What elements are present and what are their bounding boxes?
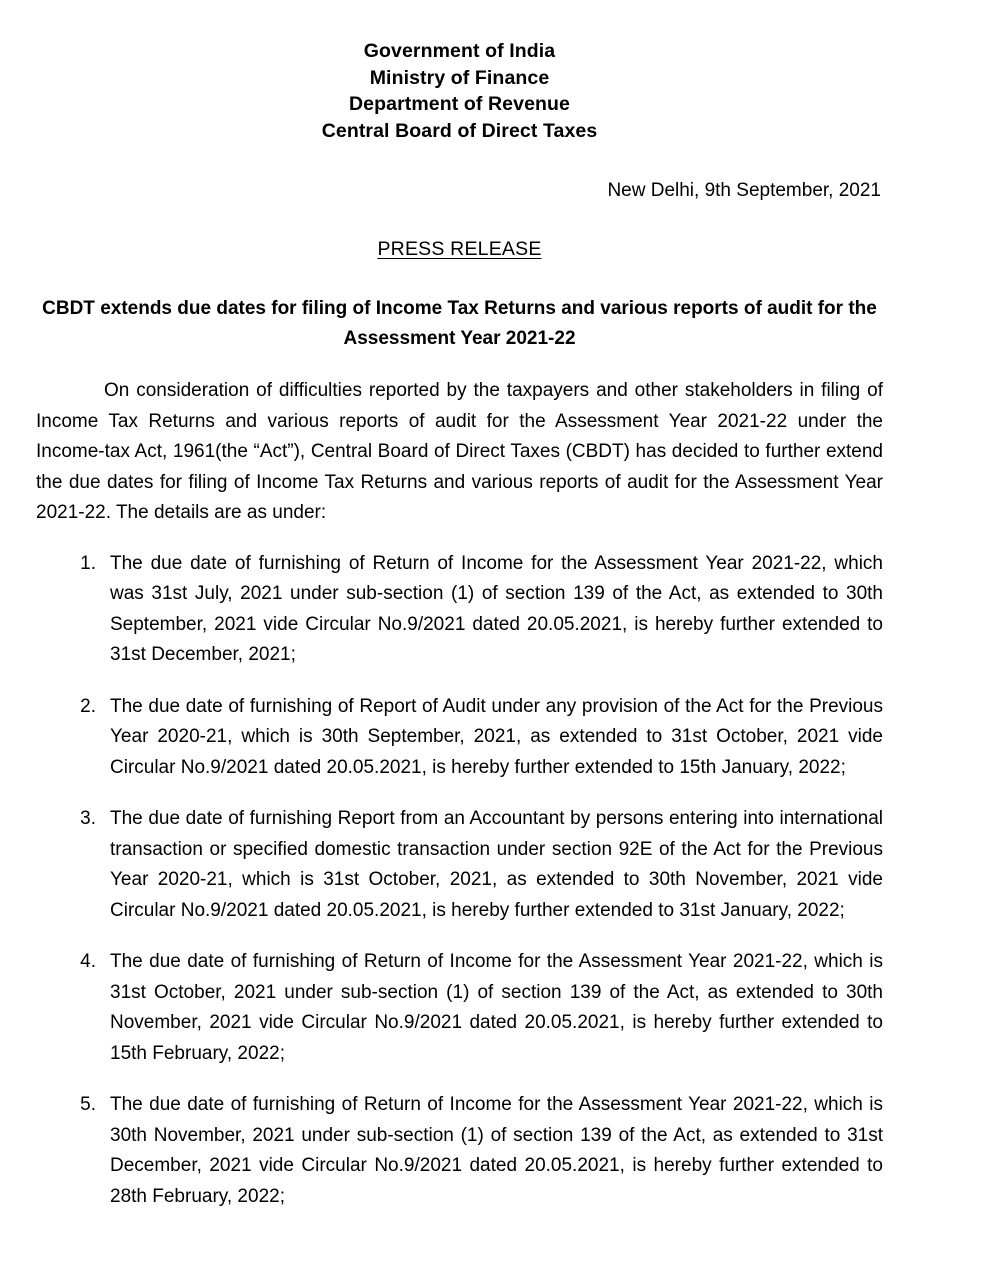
list-item: The due date of furnishing of Return of Income for the Assessment Year 2021-22, which is 31st October, 2021 under sub-section (1) of section 139 of the Act, as extended to 30th November, 2021 vide Circular No.9/2021 dated 20.05.2021, is hereby further extended to 15th February, 2022; — [110, 951, 883, 1064]
list-item: The due date of furnishing of Return of Income for the Assessment Year 2021-22, which is 30th November, 2021 under sub-section (1) of section 139 of the Act, as extended to 31st December, 2021 vide Circular No.9/2021 dated 20.05.2021, is hereby further extended to 28th February, 2022; — [110, 1094, 883, 1207]
list-item: The due date of furnishing of Return of Income for the Assessment Year 2021-22, which was 31st July, 2021 under sub-section (1) of section 139 of the Act, as extended to 30th September, 2021 vide Circular No.9/2021 dated 20.05.2021, is hereby further extended to 31st December, 2021; — [110, 552, 883, 665]
list-item: The due date of furnishing Report from an Accountant by persons entering into international transaction or specified domestic transaction under section 92E of the Act for the Previous Year 2020-21, which is 31st October, 2021, as extended to 30th November, 2021 vide Circular No.9/2021 dated 20.05.2021, is hereby further extended to 31st January, 2022; — [110, 808, 883, 921]
intro-paragraph: On consideration of difficulties reported by the taxpayers and other stakeholders in filing of Income Tax Returns and various reports of audit for the Assessment Year 2021-22 under the Income-tax Act, 1961(the “Act”), Central Board of Direct Taxes (CBDT) has decided to further extend the due dates for filing of Income Tax Returns and various reports of audit for the Assessment Year 2021-22. The details are as under: — [36, 380, 883, 523]
letterhead-line-government: Government of India — [363, 40, 556, 62]
letterhead-line-department: Department of Revenue — [349, 93, 570, 115]
press-release-heading — [36, 238, 883, 261]
letterhead — [36, 38, 883, 144]
letterhead-line-ministry: Ministry of Finance — [369, 66, 550, 89]
dateline: New Delhi, 9th September, 2021 — [607, 180, 881, 201]
extension-items-list — [36, 549, 883, 1213]
press-release-heading-text: PRESS RELEASE — [377, 238, 542, 260]
letterhead-line-board: Central Board of Direct Taxes — [321, 119, 598, 142]
page-title: CBDT extends due dates for filing of Income Tax Returns and various reports of audit for the Assessment Year 2021-22 — [42, 298, 877, 349]
list-item: The due date of furnishing of Report of Audit under any provision of the Act for the Previous Year 2020-21, which is 30th September, 2021, as extended to 31st October, 2021 vide Circular No.9/2021 dated 20.05.2021, is hereby further extended to 15th January, 2022; — [110, 695, 883, 778]
